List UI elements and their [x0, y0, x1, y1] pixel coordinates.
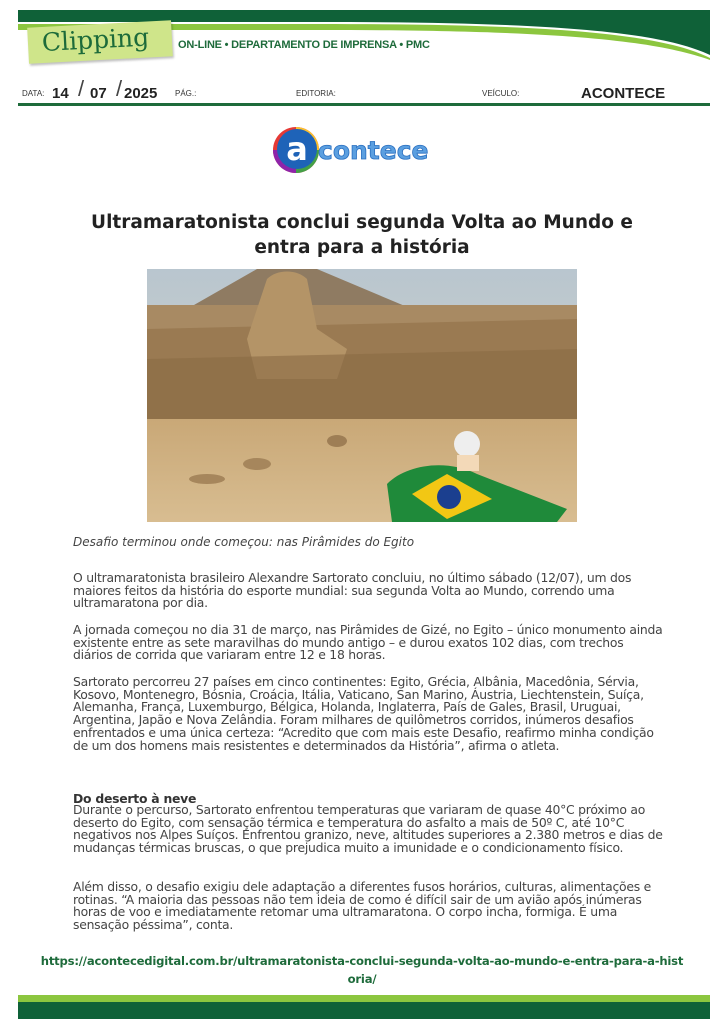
article-paragraph: A jornada começou no dia 31 de março, nas Pirâmides de Gizé, no Egito – único monumento ainda existente entre as sete maravilhas do mundo antigo – e durou exatos 102 dias, com trechos diários de corrida que variaram entre 12 e 18 horas.: [73, 622, 663, 663]
clipping-label: [27, 20, 173, 63]
acontece-logo: [272, 124, 454, 176]
article-paragraph: Durante o percurso, Sartorato enfrentou temperaturas que variaram de quase 40°C próximo ao deserto do Egito, com sensação térmica e temperatura do asfalto a mais de 50º C, até 10°C negativos nos Alpes Suíços. Enfrentou granizo, neve, altitudes superiores a 2.380 metros e dias de mudanças térmicas bruscas, o que prejudica muito a imunidade e o condicionamento físico.: [73, 802, 663, 856]
article-paragraph: Sartorato percorreu 27 países em cinco continentes: Egito, Grécia, Albânia, Macedônia, Sérvia, Kosovo, Montenegro, Bósnia, Croácia, Itália, Vaticano, San Marino, Áustria, Liechtenstein, Suíça, Alemanha, França, Luxemburgo, Bélgica, Holanda, Inglaterra, País de Gales, Brasil, Uruguai, Argentina, Japão e Nova Zelândia. Foram milhares de quilômetros corridos, inúmeros desafios enfrentados e uma única certeza: “Acredito que com mais este Desafio, reafirmo minha condição de um dos homens mais resistentes e determinados da História”, afirma o atleta.: [73, 674, 654, 753]
vehicle-name: ACONTECE: [581, 85, 666, 102]
page-label: PÁG.:: [175, 89, 197, 98]
department-text: ON-LINE • DEPARTAMENTO DE IMPRENSA • PMC: [178, 39, 430, 51]
article-title: Ultramaratonista conclui segunda Volta ao Mundo e entra para a história: [91, 212, 633, 258]
section-label: EDITORIA:: [296, 89, 336, 98]
article-photo: [147, 269, 577, 522]
date-day: 14: [52, 85, 69, 102]
date-separator: /: [78, 76, 85, 101]
svg-text:a: a: [286, 130, 308, 168]
date-year: 2025: [124, 85, 158, 102]
footer-band-dark: [18, 1002, 710, 1019]
date-month: 07: [90, 85, 107, 102]
header-divider: [18, 103, 710, 106]
date-separator: /: [116, 76, 123, 101]
photo-caption: Desafio terminou onde começou: nas Pirâmides do Egito: [73, 535, 415, 549]
article-paragraph: Além disso, o desafio exigiu dele adaptação a diferentes fusos horários, culturas, alimentações e rotinas. “A maioria das pessoas não tem ideia de como é difícil sair de um avião após inúmeras horas de voo e imediatamente retomar uma ultramaratona. O corpo incha, formiga. É uma sensação péssima”, conta.: [73, 879, 651, 933]
vehicle-label: VEÍCULO:: [482, 89, 520, 98]
article-subheading: Do deserto à neve: [73, 791, 197, 806]
brand-text: Clipping: [41, 22, 150, 58]
source-link[interactable]: https://acontecedigital.com.br/ultramaratonista-conclui-segunda-volta-ao-mundo-e-entra-para-a-historia/: [40, 954, 684, 986]
article-paragraph: O ultramaratonista brasileiro Alexandre Sartorato concluiu, no último sábado (12/07), um dos maiores feitos da história do esporte mundial: sua segunda Volta ao Mundo, correndo uma ultramaratona por dia.: [73, 570, 632, 611]
footer-band-light: [18, 995, 710, 1002]
date-label: DATA:: [22, 89, 45, 98]
logo-text: contece: [318, 136, 429, 165]
